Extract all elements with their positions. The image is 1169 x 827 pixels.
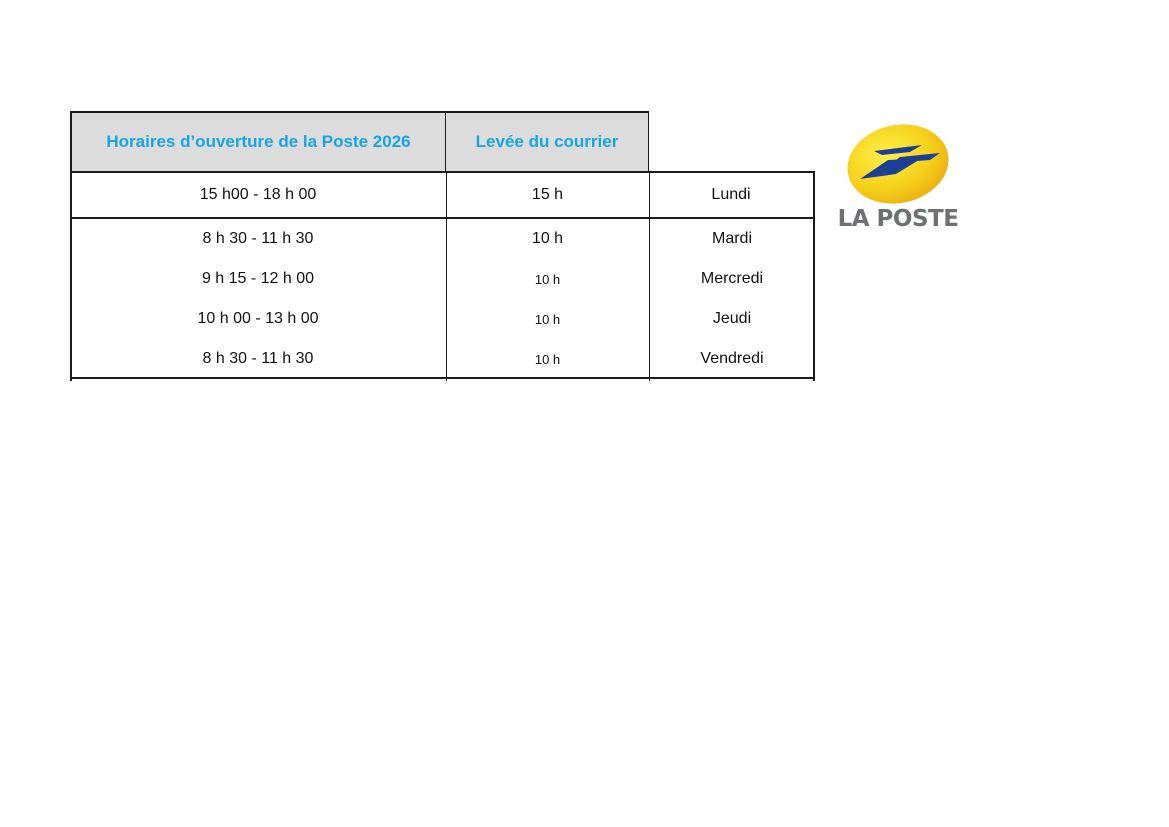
table-border-left [70, 173, 72, 381]
day-cell: Lundi [649, 171, 815, 217]
pickup-cell: 15 h [531, 186, 564, 203]
table-row [70, 299, 815, 339]
hours-cell: 15 h00 - 18 h 00 [199, 186, 317, 203]
header-empty-cell [649, 111, 815, 173]
hours-cell: 8 h 30 - 11 h 30 [202, 350, 314, 367]
hours-cell: 9 h 15 - 12 h 00 [201, 270, 315, 287]
header-opening-hours: Horaires d’ouverture de la Poste 2026 [70, 111, 446, 173]
table-row [70, 219, 815, 259]
table-row [70, 173, 815, 219]
opening-hours-table [70, 111, 815, 379]
pickup-cell: 10 h [531, 230, 564, 247]
logo-text: LA POSTE [837, 206, 959, 232]
day-cell: Jeudi [712, 310, 752, 327]
hours-cell: 10 h 00 - 13 h 00 [197, 310, 319, 327]
table-divider [446, 173, 447, 381]
table-border-right [813, 173, 815, 381]
pickup-cell: 10 h [534, 311, 561, 327]
header-mail-pickup: Levée du courrier [446, 111, 649, 173]
day-cell: Mardi [711, 230, 752, 247]
la-poste-logo [830, 124, 966, 234]
day-cell: Vendredi [700, 350, 764, 367]
day-cell: Mercredi [700, 270, 764, 287]
pickup-cell: 10 h [534, 351, 561, 367]
la-poste-bird-icon [830, 124, 966, 206]
table-row [70, 339, 815, 379]
table-body-block [70, 219, 815, 379]
pickup-cell: 10 h [534, 271, 561, 287]
table-header-row [70, 111, 815, 173]
hours-cell: 8 h 30 - 11 h 30 [202, 230, 314, 247]
table-divider [649, 173, 650, 381]
table-row [70, 259, 815, 299]
